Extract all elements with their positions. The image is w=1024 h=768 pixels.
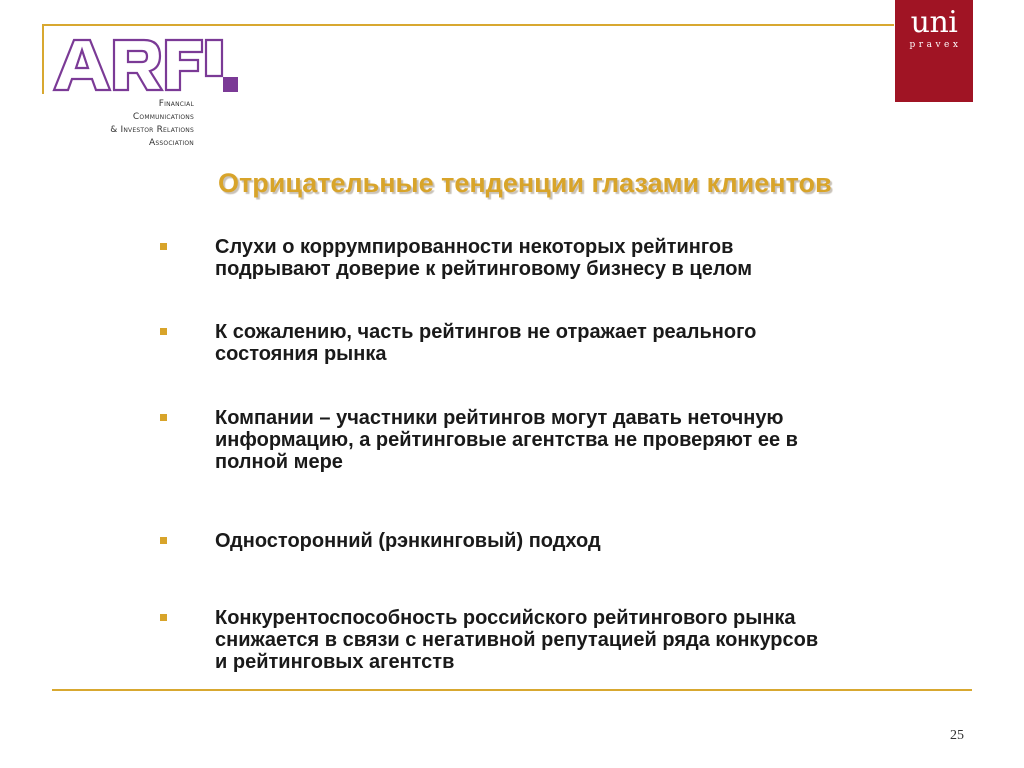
bullet-text bbox=[215, 530, 1005, 552]
bullet-line: и рейтинговых агентств bbox=[215, 651, 455, 673]
bullet-square-icon bbox=[160, 414, 167, 421]
bullet-line: Односторонний (рэнкинговый) подход bbox=[215, 530, 601, 552]
frame-bottom-line bbox=[52, 689, 972, 691]
bullet-line: информацию, а рейтинговые агентства не проверяют ее в bbox=[215, 429, 798, 451]
bullet-text bbox=[215, 321, 1005, 365]
bullet-line: снижается в связи с негативной репутацией ряда конкурсов bbox=[215, 629, 819, 651]
bullet-line: Слухи о коррумпированности некоторых рейтингов bbox=[215, 236, 734, 258]
arfi-caption-line: & Investor Relations bbox=[110, 125, 194, 135]
page-number: 25 bbox=[950, 728, 964, 743]
bullet-line: Конкурентоспособность российского рейтингового рынка bbox=[215, 607, 796, 629]
pravex-logo-word-uni: uni bbox=[910, 5, 958, 40]
bullet-line: К сожалению, часть рейтингов не отражает реального bbox=[215, 321, 757, 343]
slide-title: Отрицательные тенденции глазами клиентов bbox=[218, 168, 832, 198]
bullet-square-icon bbox=[160, 328, 167, 335]
bullet-text bbox=[215, 607, 1005, 673]
bullet-square-icon bbox=[160, 243, 167, 250]
bullet-text bbox=[215, 236, 1005, 280]
bullet-line: состояния рынка bbox=[215, 343, 387, 365]
bullet-line: полной мере bbox=[215, 451, 343, 473]
arfi-caption-line: Association bbox=[149, 138, 194, 148]
bullet-square-icon bbox=[160, 614, 167, 621]
arfi-caption-line: Financial bbox=[158, 99, 194, 109]
bullet-square-icon bbox=[160, 537, 167, 544]
bullet-line: подрывают доверие к рейтинговому бизнесу в целом bbox=[215, 258, 753, 280]
pravex-logo-word-pravex: pravex bbox=[909, 40, 962, 50]
bullet-text bbox=[215, 407, 1005, 473]
arfi-caption-line: Communications bbox=[132, 112, 194, 122]
bullet-line: Компании – участники рейтингов могут давать неточную bbox=[215, 407, 784, 429]
